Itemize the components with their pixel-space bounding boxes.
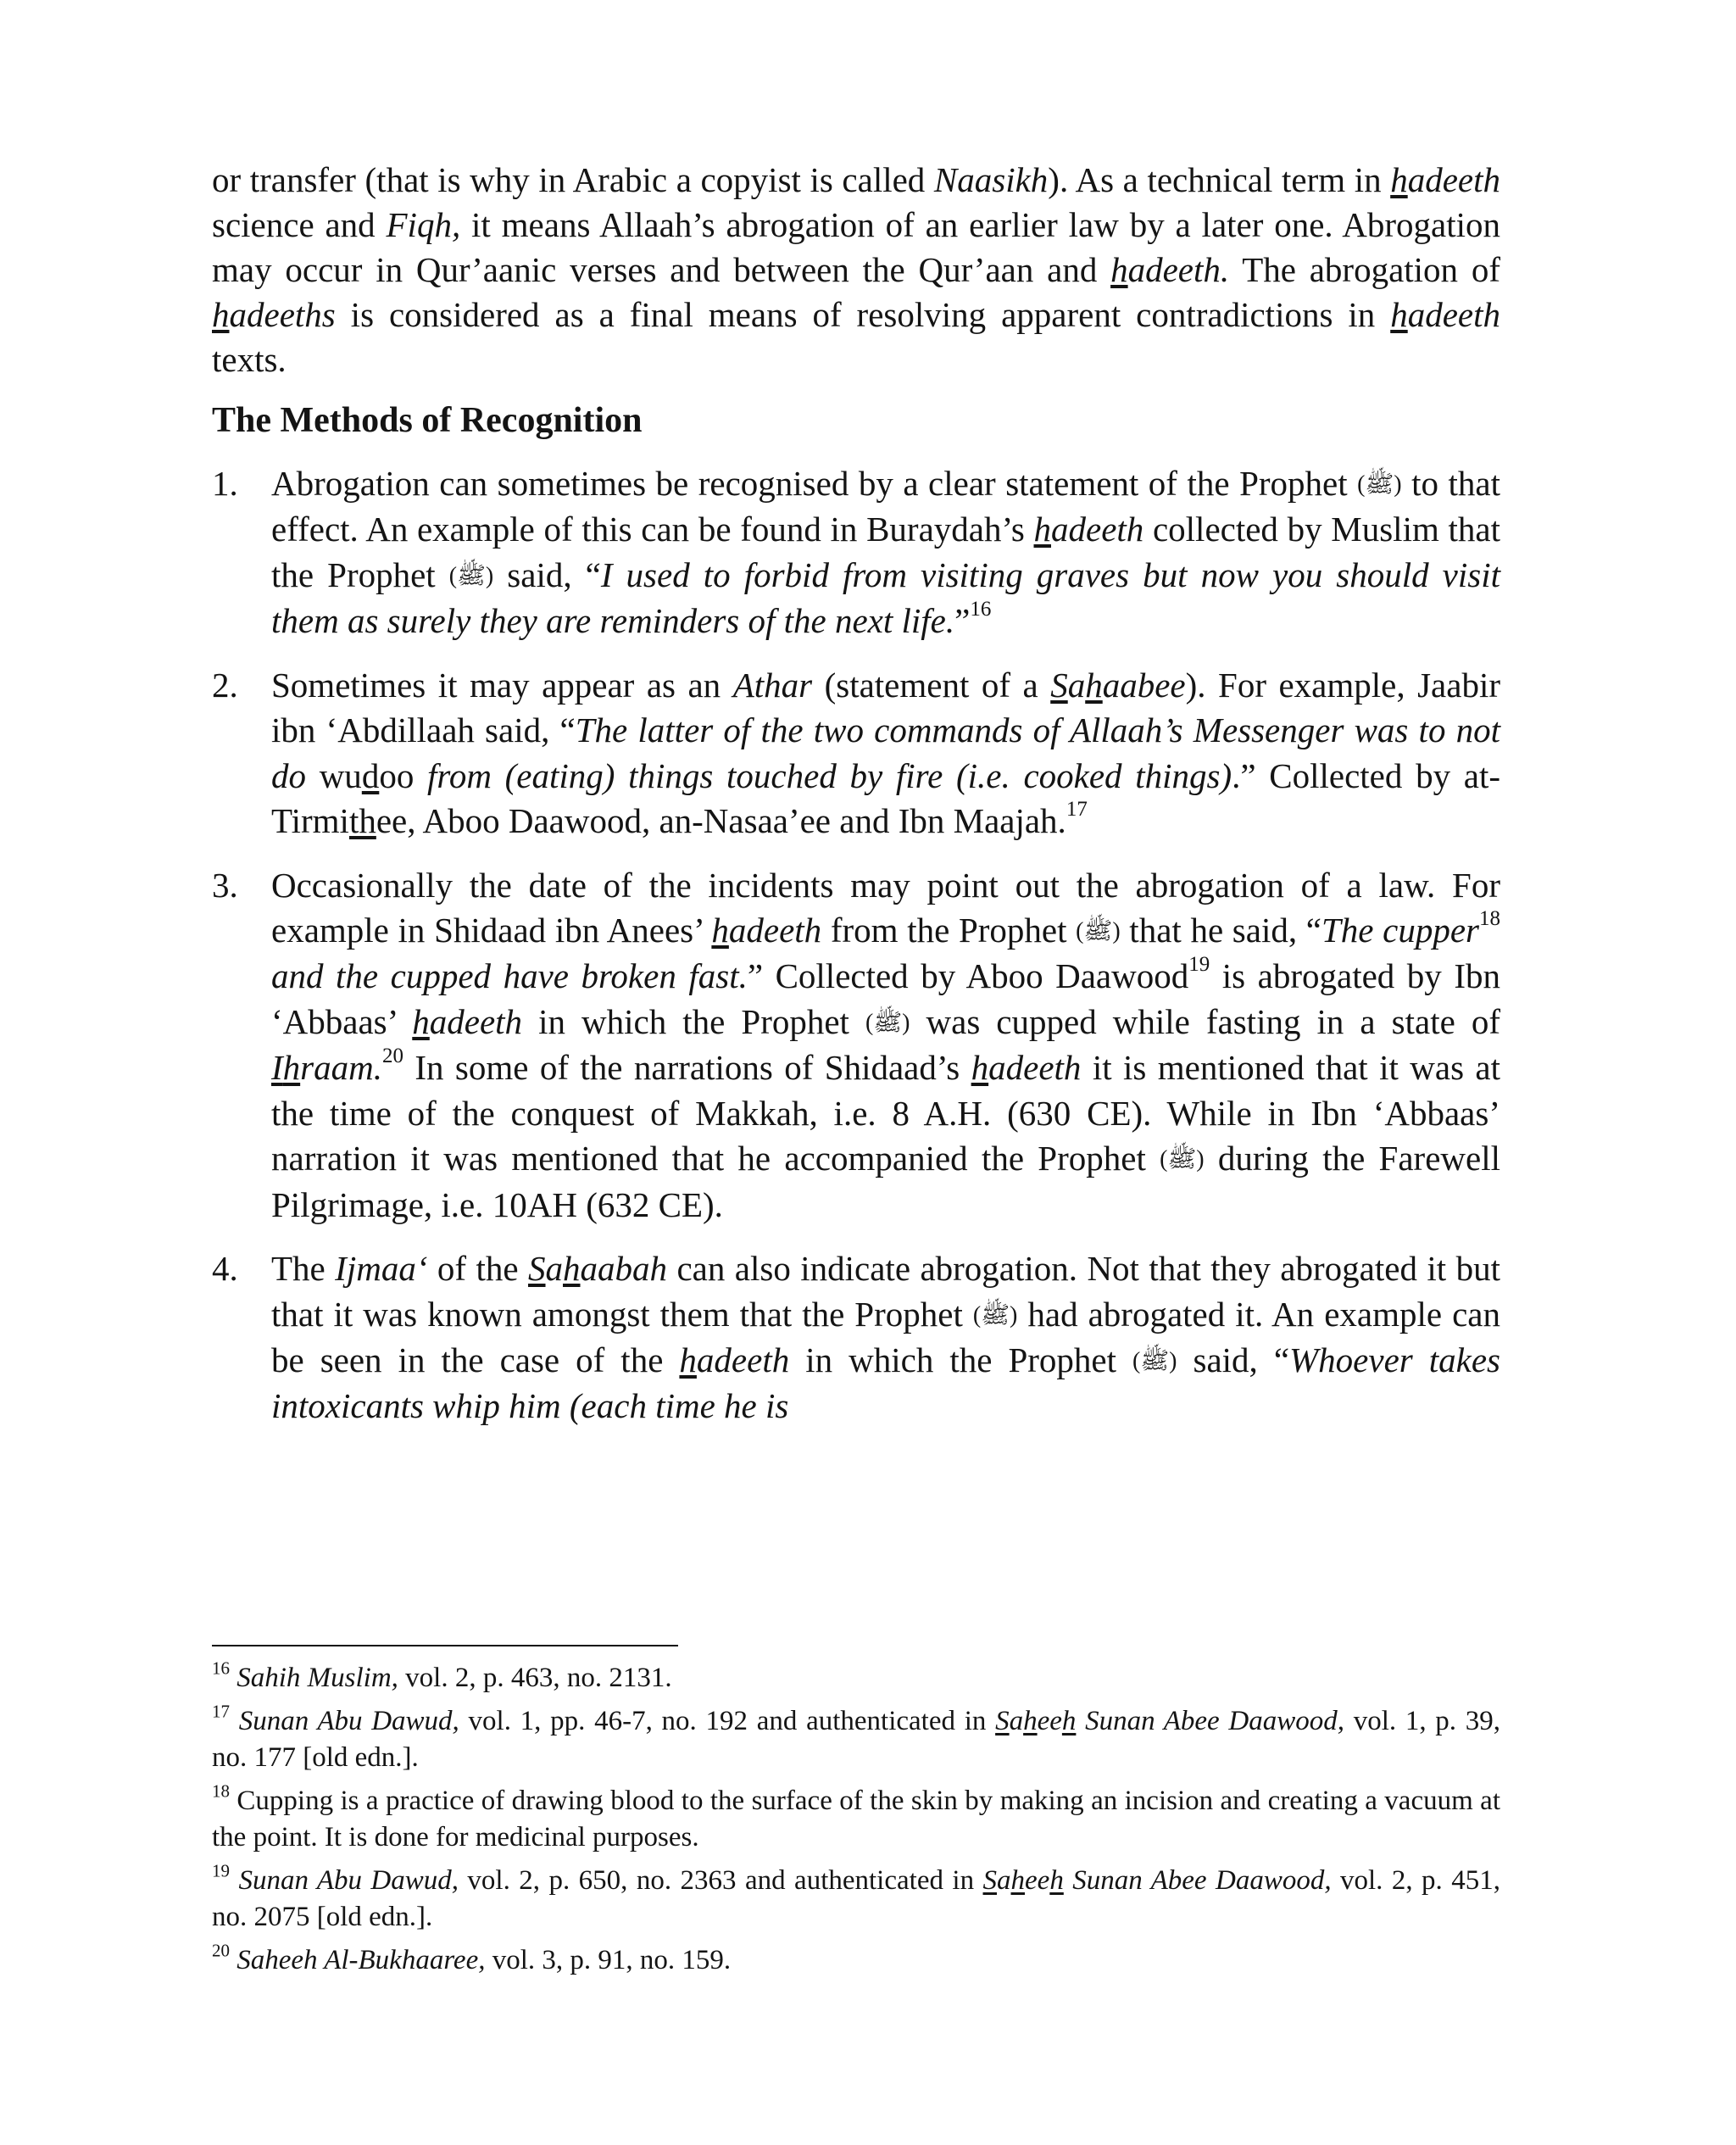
- list-number: 4.: [212, 1249, 238, 1289]
- footnote: $^{19}$ Sunan Abu Dawud, vol. 2, p. 650, no. 2363 and authenticated in Saheeh Sunan Abee Daawood, vol. 2, p. 451, no. 2075 [old edn.].: [212, 1860, 1500, 1932]
- list-number: 2.: [212, 665, 238, 705]
- term-hadeeth: hadeeth: [971, 1048, 1082, 1088]
- list-number: 1.: [212, 464, 238, 503]
- term-fiqh: Fiqh,: [386, 205, 461, 244]
- footnote-number: 20: [212, 1940, 230, 1961]
- quote: from (eating) things touched by fire (i.e. cooked things): [414, 755, 1232, 795]
- footnote: $^{20}$ Saheeh Al-Bukhaaree, vol. 3, p. 91, no. 159.: [212, 1940, 732, 1975]
- quote: I used to forbid from visiting graves but now you should visit them as surely they are reminders of the next life.: [271, 554, 1500, 641]
- quote: Whoever takes intoxicants whip him (each time he is: [271, 1340, 1500, 1426]
- footnote-ref[interactable]: 18: [1478, 907, 1500, 931]
- footnote-number: 17: [212, 1701, 230, 1722]
- intro-paragraph: or transfer (that is why in Arabic a copyist is called Naasikh). As a technical term in hadeeth science and Fiqh, it means Allaah’s abrogation of an earlier law by a later one. Abrogation may occur in Qur’aanic verses and between the Qur’aan and hadeeth. The abrogation of hadeeths is considered as a final means of resolving apparent contradictions in hadeeth texts.: [212, 160, 1500, 379]
- term-wudoo: wudoo: [319, 755, 415, 795]
- term-sahaabee: Sahaabee: [1050, 665, 1186, 705]
- footnote: $^{17}$ Sunan Abu Dawud, vol. 1, pp. 46-7, no. 192 and authenticated in Saheeh Sunan Abee Daawood, vol. 1, p. 39, no. 177 [old edn.].: [212, 1701, 1501, 1773]
- honorific-glyph: (ﷺ): [1160, 1146, 1205, 1173]
- honorific-glyph: (ﷺ): [1076, 917, 1121, 944]
- footnote: $^{16}$ Sahih Muslim, vol. 2, p. 463, no. 2131.: [212, 1658, 672, 1693]
- footnote-ref[interactable]: 20: [381, 1045, 403, 1068]
- quote: The cupper: [1321, 911, 1479, 950]
- footnote-ref[interactable]: 19: [1188, 953, 1210, 977]
- footnote-number: 19: [212, 1860, 230, 1881]
- term-hadeeth: hadeeth: [1390, 160, 1500, 199]
- footnote-number: 16: [212, 1658, 230, 1679]
- term-hadeeth: hadeeth: [1390, 295, 1500, 334]
- footnote-ref[interactable]: 16: [970, 598, 992, 621]
- term-hadeeth: hadeeth: [1033, 510, 1144, 549]
- footnote-separator: [212, 1645, 678, 1646]
- section-heading: The Methods of Recognition: [212, 401, 643, 440]
- honorific-glyph: (ﷺ): [448, 562, 494, 589]
- term-naasikh: Naasikh: [933, 160, 1049, 199]
- term-hadeeth: hadeeth.: [1110, 250, 1230, 289]
- term-athar: Athar: [732, 665, 813, 705]
- term-ihraam: Ihraam.: [271, 1048, 382, 1088]
- footnotes: [212, 1660, 1500, 1986]
- honorific-glyph: (ﷺ): [972, 1301, 1018, 1329]
- list-item: 4. The Ijmaa‘ of the Sahaabah can also indicate abrogation. Not that they abrogated it but that it was known amongst them that the Prophet (ﷺ) had abrogated it. An example can be seen in the case of the hadeeth in which the Prophet (ﷺ) said, “Whoever takes intoxicants whip him (each time he is: [212, 1246, 1500, 1429]
- term-ijmaa: Ijmaa‘: [335, 1249, 428, 1289]
- footnote-ref[interactable]: 17: [1066, 798, 1088, 822]
- term-hadeeths: hadeeths: [212, 295, 336, 334]
- list-item: 2. Sometimes it may appear as an Athar (statement of a Sahaabee). For example, Jaabir ibn ‘Abdillaah said, “The latter of the two commands of Allaah’s Messenger was to not do wudoo from (eating) things touched by fire (i.e. cooked things).” Collected by at-Tirmithee, Aboo Daawood, an-Nasaa’ee and Ibn Maajah.$^{17}$: [212, 663, 1500, 844]
- term-hadeeth: hadeeth: [679, 1340, 790, 1379]
- honorific-glyph: (ﷺ): [1357, 471, 1402, 498]
- footnote-number: 18: [212, 1780, 230, 1802]
- term-hadeeth: hadeeth: [711, 911, 822, 950]
- methods-list: [212, 461, 1500, 1448]
- list-item: 3. Occasionally the date of the incidents may point out the abrogation of a law. For example in Shidaad ibn Anees’ hadeeth from the Prophet (ﷺ) that he said, “The cupper$^{18}$ and the cupped have broken fast.” Collected by Aboo Daawood$^{19}$ is abrogated by Ibn ‘Abbaas’ hadeeth in which the Prophet (ﷺ) was cupped while fasting in a state of Ihraam.$^{20}$ In some of the narrations of Shidaad’s hadeeth it is mentioned that it was at the time of the conquest of Makkah, i.e. 8 A.H. (630 CE). While in Ibn ‘Abbaas’ narration it was mentioned that he accompanied the Prophet (ﷺ) during the Farewell Pilgrimage, i.e. 10AH (632 CE).: [212, 863, 1500, 1228]
- honorific-glyph: (ﷺ): [1132, 1347, 1177, 1374]
- term-sahaabah: Sahaabah: [528, 1249, 668, 1289]
- honorific-glyph: (ﷺ): [865, 1009, 910, 1036]
- quote: and the cupped have broken fast.: [271, 956, 748, 996]
- footnote: $^{18}$ Cupping is a practice of drawing blood to the surface of the skin by making an incision and creating a vacuum at the point. It is done for medicinal purposes.: [212, 1780, 1500, 1852]
- list-item: 1. Abrogation can sometimes be recognised by a clear statement of the Prophet (ﷺ) to that effect. An example of this can be found in Buraydah’s hadeeth collected by Muslim that the Prophet (ﷺ) said, “I used to forbid from visiting graves but now you should visit them as surely they are reminders of the next life.”$^{16}$: [212, 461, 1500, 644]
- list-number: 3.: [212, 865, 238, 905]
- quote: The latter of the two commands of Allaah’s Messenger was to not do: [271, 710, 1501, 795]
- term-hadeeth: hadeeth: [412, 1001, 523, 1041]
